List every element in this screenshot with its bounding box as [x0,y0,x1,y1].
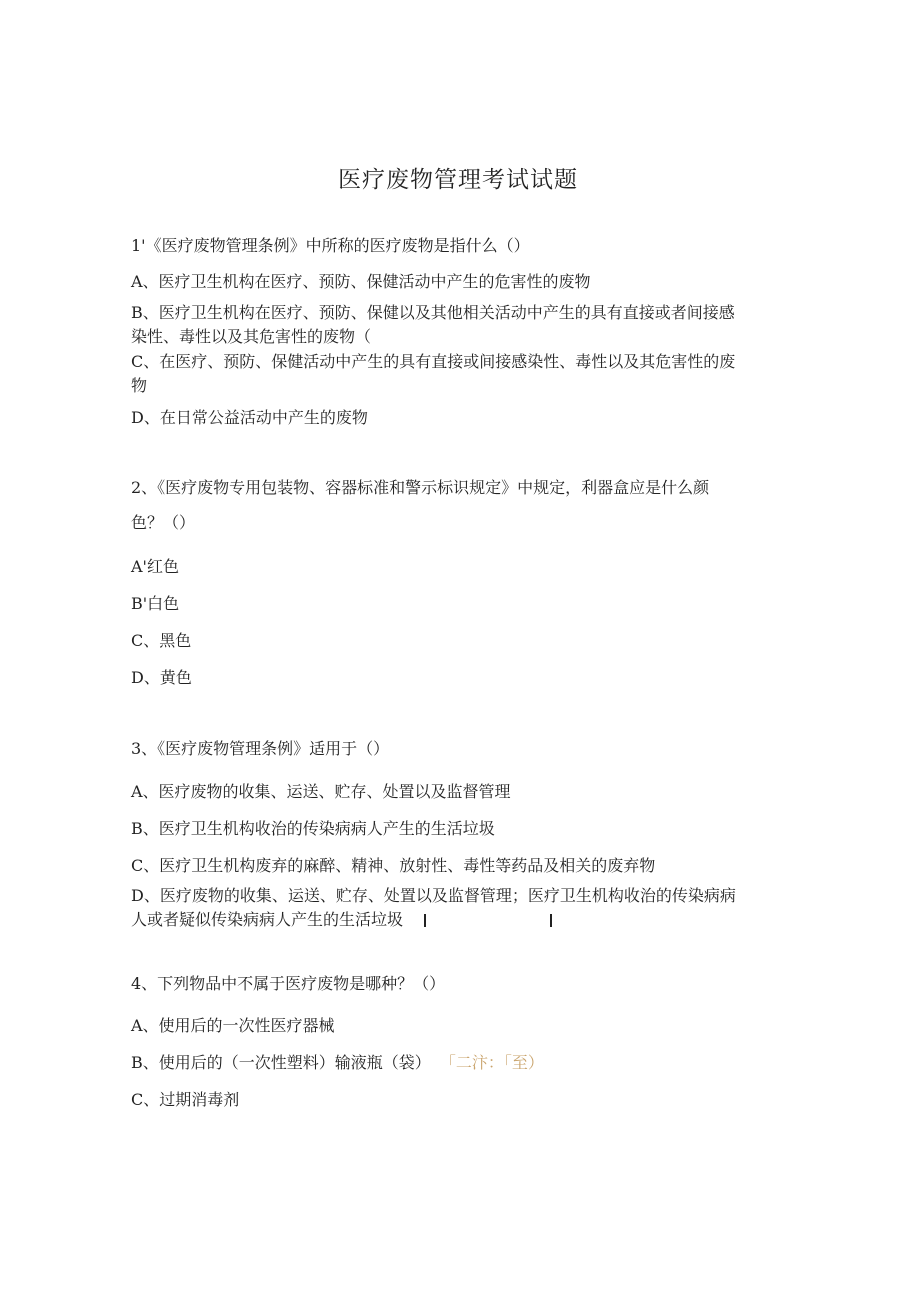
question-2-option-a: A'红色 [131,557,179,576]
scan-artifact-bar [424,914,426,927]
question-3-stem: 3、《医疗废物管理条例》适用于（） [131,739,390,758]
page-title: 医疗废物管理考试试题 [338,167,578,193]
scan-artifact-bar [550,914,552,927]
question-3-option-d: D、医疗废物的收集、运送、贮存、处置以及监督管理；医疗卫生机构收治的传染病病 [131,886,736,905]
question-1-option-d: D、在日常公益活动中产生的废物 [131,408,368,427]
question-1-option-b-cont: 染性、毒性以及其危害性的废物（ [131,327,372,346]
question-4-option-c: C、过期消毒剂 [131,1090,240,1109]
question-1-option-c-cont: 物 [131,376,148,395]
question-1-option-c: C、在医疗、预防、保健活动中产生的具有直接或间接感染性、毒性以及其危害性的废 [131,352,736,371]
question-3-option-a: A、医疗废物的收集、运送、贮存、处置以及监督管理 [131,782,511,801]
question-4-stem: 4、下列物品中不属于医疗废物是哪种？（） [131,974,446,993]
question-1-option-a: A、医疗卫生机构在医疗、预防、保健活动中产生的危害性的废物 [131,272,591,291]
question-4-option-a: A、使用后的一次性医疗器械 [131,1016,335,1035]
question-3-option-d-cont: 人或者疑似传染病病人产生的生活垃圾 [131,910,404,929]
question-2-option-c: C、黑色 [131,631,192,650]
question-3-option-c: C、医疗卫生机构废弃的麻醉、精神、放射性、毒性等药品及相关的废弃物 [131,856,656,875]
question-1-option-b: B、医疗卫生机构在医疗、预防、保健以及其他相关活动中产生的具有直接或者间接感 [131,303,735,322]
question-4-option-b [131,1051,544,1075]
question-2-stem: 2、《医疗废物专用包装物、容器标准和警示标识规定》中规定，利器盒应是什么颜 [131,478,710,497]
faded-annotation: 「二汴：「至） [439,1053,544,1072]
question-2-stem-cont: 色？（） [131,513,196,532]
question-4-option-b-text: B、使用后的（一次性塑料）输液瓶（袋） [131,1053,431,1072]
question-2-option-b: B'白色 [131,594,180,613]
question-3-option-b: B、医疗卫生机构收治的传染病病人产生的生活垃圾 [131,819,495,838]
question-2-option-d: D、黄色 [131,668,192,687]
question-1-stem: 1'《医疗废物管理条例》中所称的医疗废物是指什么（） [131,236,530,255]
